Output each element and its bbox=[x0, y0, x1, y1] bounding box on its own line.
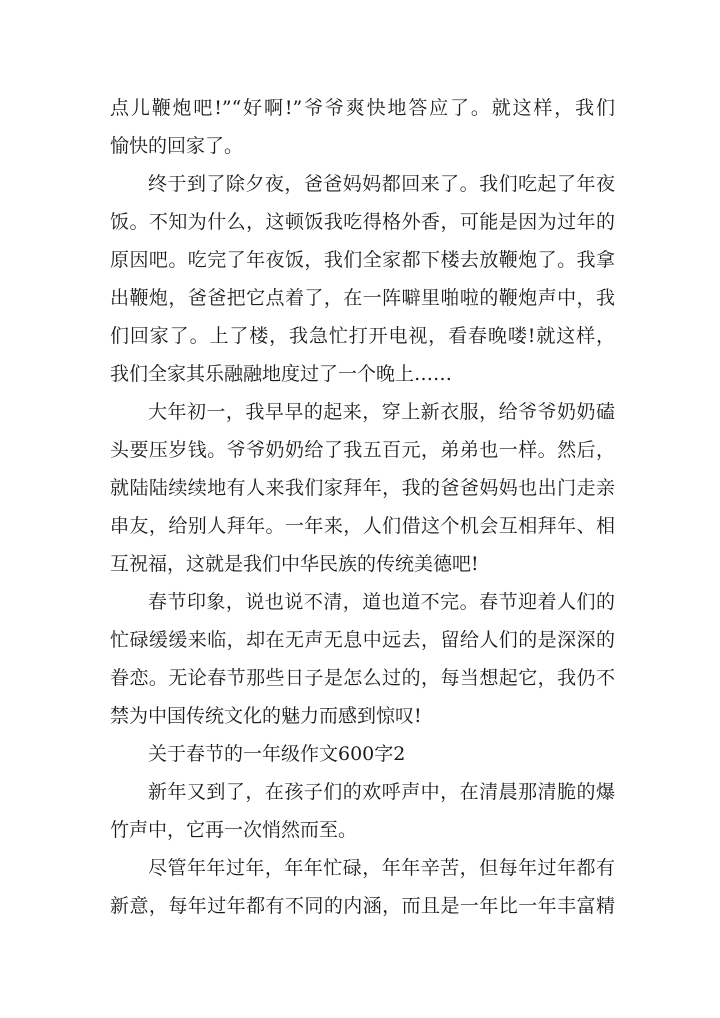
text-line: 新年又到了，在孩子们的欢呼声中，在清晨那清脆的爆 bbox=[148, 781, 615, 803]
text-line: 原因吧。吃完了年夜饭，我们全家都下楼去放鞭炮了。我拿 bbox=[110, 249, 615, 271]
text-line: 大年初一，我早早的起来，穿上新衣服，给爷爷奶奶磕 bbox=[148, 401, 615, 423]
text-line: 互祝福，这就是我们中华民族的传统美德吧! bbox=[110, 553, 479, 575]
text-line: 就陆陆续续地有人来我们家拜年，我的爸爸妈妈也出门走亲 bbox=[110, 477, 615, 499]
text-line: 禁为中国传统文化的魅力而感到惊叹! bbox=[110, 705, 422, 727]
text-line: 出鞭炮，爸爸把它点着了，在一阵噼里啪啦的鞭炮声中，我 bbox=[110, 287, 615, 309]
section-heading: 关于春节的一年级作文600字2 bbox=[148, 743, 406, 765]
text-line: 眷恋。无论春节那些日子是怎么过的，每当想起它，我仍不 bbox=[110, 667, 615, 689]
text-line: 愉快的回家了。 bbox=[110, 135, 244, 157]
essay-text bbox=[110, 89, 615, 925]
text-line: 忙碌缓缓来临，却在无声无息中远去，留给人们的是深深的 bbox=[110, 629, 615, 651]
text-line: 串友，给别人拜年。一年来，人们借这个机会互相拜年、相 bbox=[110, 515, 615, 537]
text-line: 我们全家其乐融融地度过了一个晚上…… bbox=[110, 363, 453, 385]
text-line: 终于到了除夕夜，爸爸妈妈都回来了。我们吃起了年夜 bbox=[148, 173, 615, 195]
text-line: 春节印象，说也说不清，道也道不完。春节迎着人们的 bbox=[148, 591, 615, 613]
text-line: 新意，每年过年都有不同的内涵，而且是一年比一年丰富精 bbox=[110, 895, 615, 917]
text-line: 点儿鞭炮吧!”“好啊!”爷爷爽快地答应了。就这样，我们 bbox=[110, 97, 615, 119]
text-line: 竹声中，它再一次悄然而至。 bbox=[110, 819, 358, 841]
text-line: 尽管年年过年，年年忙碌，年年辛苦，但每年过年都有 bbox=[148, 857, 615, 879]
text-line: 头要压岁钱。爷爷奶奶给了我五百元，弟弟也一样。然后， bbox=[110, 439, 615, 461]
text-line: 饭。不知为什么，这顿饭我吃得格外香，可能是因为过年的 bbox=[110, 211, 615, 233]
text-line: 们回家了。上了楼，我急忙打开电视，看春晚喽!就这样， bbox=[110, 325, 615, 347]
